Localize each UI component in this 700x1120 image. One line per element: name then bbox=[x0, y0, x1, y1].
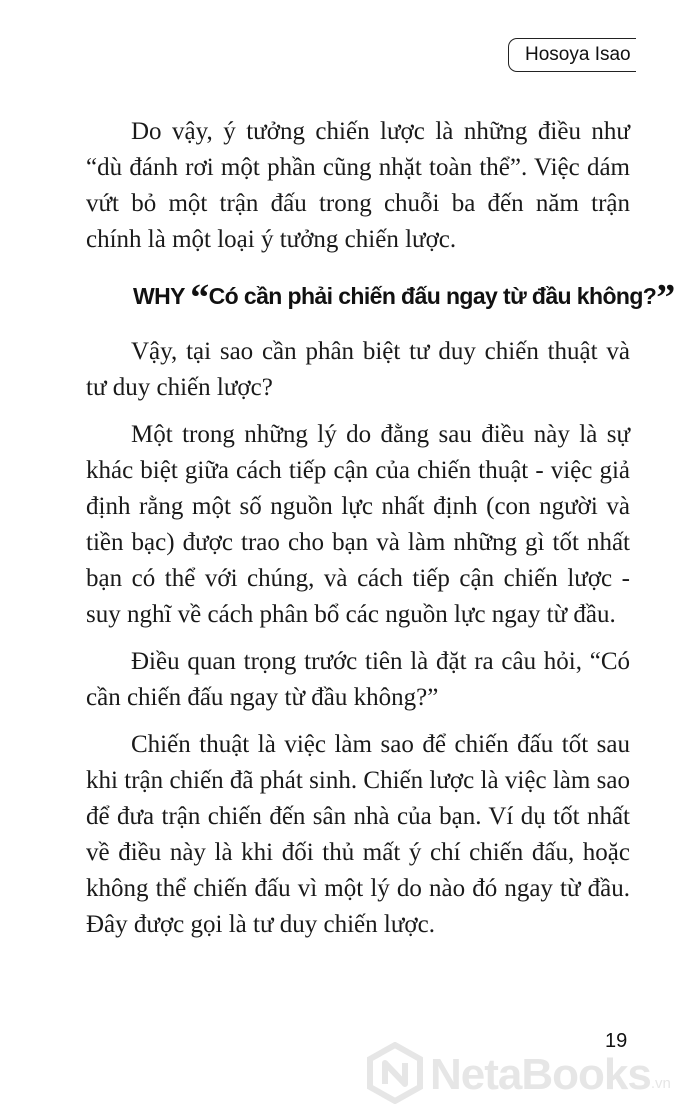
watermark-suffix: .vn bbox=[650, 1075, 671, 1092]
heading-prefix: WHY bbox=[133, 283, 185, 309]
section-heading bbox=[133, 277, 675, 319]
paragraph: Chiến thuật là việc làm sao để chiến đấu tốt sau khi trận chiến đã phát sinh. Chiến lược là việc làm sao để đưa trận chiến đến sân nhà của bạn. Ví dụ tốt nhất về điều này là khi đối thủ mất ý chí chiến đấu, hoặc không thể chiến đấu vì một lý do nào đó ngay từ đầu. Đây được gọi là tư duy chiến lược. bbox=[86, 731, 630, 938]
watermark-logo-icon bbox=[366, 1042, 424, 1109]
heading-open-quote: “ bbox=[190, 277, 209, 319]
heading-close-quote: ” bbox=[656, 277, 675, 319]
paragraph: Một trong những lý do đằng sau điều này là sự khác biệt giữa cách tiếp cận của chiến thuật - việc giả định rằng một số nguồn lực nhất định (con người và tiền bạc) được trao cho bạn và làm những gì tốt nhất bạn có thể với chúng, và cách tiếp cận chiến lược - suy nghĩ về cách phân bổ các nguồn lực ngay từ đầu. bbox=[86, 421, 630, 628]
paragraph: Do vậy, ý tưởng chiến lược là những điều như “dù đánh rơi một phần cũng nhặt toàn thể”. Việc dám vứt bỏ một trận đấu trong chuỗi ba đến năm trận chính là một loại ý tưởng chiến lược. bbox=[86, 118, 630, 253]
intro-section bbox=[86, 114, 630, 269]
paragraph: Điều quan trọng trước tiên là đặt ra câu hỏi, “Có cần chiến đấu ngay từ đầu không?” bbox=[86, 648, 630, 711]
paragraph: Vậy, tại sao cần phân biệt tư duy chiến thuật và tư duy chiến lược? bbox=[86, 338, 630, 401]
heading-text: Có cần phải chiến đấu ngay từ đầu không? bbox=[208, 283, 657, 309]
page-number: 19 bbox=[605, 1030, 628, 1052]
watermark-text: NetaBooks bbox=[430, 1050, 651, 1099]
watermark bbox=[366, 1040, 696, 1110]
body-section bbox=[86, 334, 630, 954]
running-header-author: Hosoya Isao bbox=[508, 38, 636, 72]
